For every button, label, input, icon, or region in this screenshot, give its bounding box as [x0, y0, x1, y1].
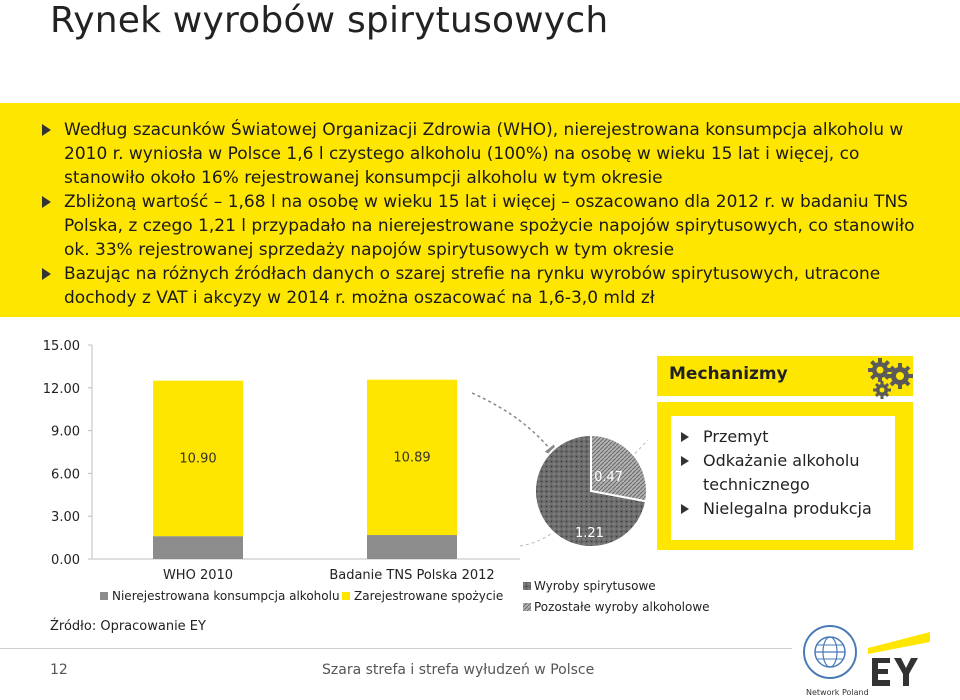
footer-divider — [0, 648, 792, 649]
arrow-bullet-icon — [42, 124, 51, 136]
bullet-item — [44, 190, 944, 262]
y-tick-label: 0.00 — [51, 553, 80, 568]
category-label: Badanie TNS Polska 2012 — [329, 568, 495, 583]
legend-label: Wyroby spirytusowe — [534, 579, 656, 593]
legend-label: Pozostałe wyroby alkoholowe — [534, 600, 710, 614]
logo-caption: Network Poland — [806, 688, 869, 697]
y-tick-label: 15.00 — [42, 339, 80, 354]
bullet-item — [44, 118, 944, 190]
page-title: Rynek wyrobów spirytusowych — [50, 0, 609, 41]
legend-swatch — [523, 582, 531, 590]
mechanism-item — [681, 449, 895, 497]
y-tick-label: 6.00 — [51, 467, 80, 483]
arrow-bullet-icon — [42, 268, 51, 280]
legend-swatch — [523, 603, 531, 611]
mechanisms-panel — [671, 416, 895, 540]
pie-value-label: 0.47 — [594, 470, 624, 486]
pie-value-label: 1.21 — [574, 525, 604, 541]
source-note: Źródło: Opracowanie EY — [50, 619, 206, 634]
bullet-text: Według szacunków Światowej Organizacji Zdrowia (WHO), nierejestrowana konsumpcja alkoholu w 2010 r. wyniosła w Polsce 1,6 l czystego alkoholu (100%) na osobę w wieku 15 lat i więcej, co stanowiło około 16% rejestrowanej konsumpcji alkoholu w tym okresie — [64, 120, 904, 188]
mechanism-text: Odkażanie alkoholu technicznego — [703, 451, 860, 494]
bar-unregistered — [367, 535, 457, 559]
mechanisms-title: Mechanizmy — [669, 364, 788, 384]
bar-legend — [100, 589, 503, 603]
arrow-bullet-icon — [681, 456, 689, 466]
bullet-text: Zbliżoną wartość – 1,68 l na osobę w wieku 15 lat i więcej – oszacowano dla 2012 r. w badaniu TNS Polska, z czego 1,21 l przypadało na nierejestrowane spożycie napojów spirytusowych, co stanowiło ok. 33% rejestrowanej sprzedaży napojów spirytusowych w tym okresie — [64, 192, 915, 260]
y-tick-label: 9.00 — [51, 424, 80, 440]
un-global-compact-logo — [800, 618, 860, 698]
arrow-bullet-icon — [681, 504, 689, 514]
footer-title: Szara strefa i strefa wyłudzeń w Polsce — [322, 662, 595, 678]
y-tick-label: 3.00 — [51, 510, 80, 526]
y-tick-label: 12.00 — [42, 381, 80, 397]
ey-logo — [868, 632, 930, 692]
bar-value-label: 10.89 — [393, 450, 431, 466]
page-number: 12 — [50, 662, 68, 678]
bar-value-label: 10.90 — [179, 451, 217, 467]
bullet-item — [44, 262, 944, 310]
consumption-chart — [0, 330, 720, 630]
bullet-text: Bazując na różnych źródłach danych o szarej strefie na rynku wyrobów spirytusowych, utracone dochody z VAT i akcyzy w 2014 r. można oszacować na 1,6-3,0 mld zł — [64, 264, 881, 308]
mechanism-item — [681, 425, 895, 449]
bar-group — [153, 380, 457, 559]
bar-unregistered — [153, 536, 243, 559]
mechanism-item — [681, 497, 895, 521]
pie-chart — [535, 435, 647, 547]
legend-label: Nierejestrowana konsumpcja alkoholu — [112, 589, 340, 603]
mechanism-text: Nielegalna produkcja — [703, 499, 872, 518]
gears-icon — [866, 356, 916, 400]
pie-slice-other — [591, 435, 647, 501]
arrow-bullet-icon — [42, 196, 51, 208]
legend-swatch — [100, 592, 108, 600]
pie-legend — [523, 579, 710, 614]
mechanism-text: Przemyt — [703, 427, 769, 446]
category-label: WHO 2010 — [162, 568, 234, 583]
legend-label: Zarejestrowane spożycie — [354, 589, 504, 603]
arrow-bullet-icon — [681, 432, 689, 442]
connector-arrow — [472, 393, 555, 455]
mechanisms-list — [681, 425, 895, 521]
legend-swatch — [342, 592, 350, 600]
mechanisms-box — [657, 402, 913, 550]
bullet-list — [44, 118, 944, 310]
category-labels — [163, 568, 495, 583]
